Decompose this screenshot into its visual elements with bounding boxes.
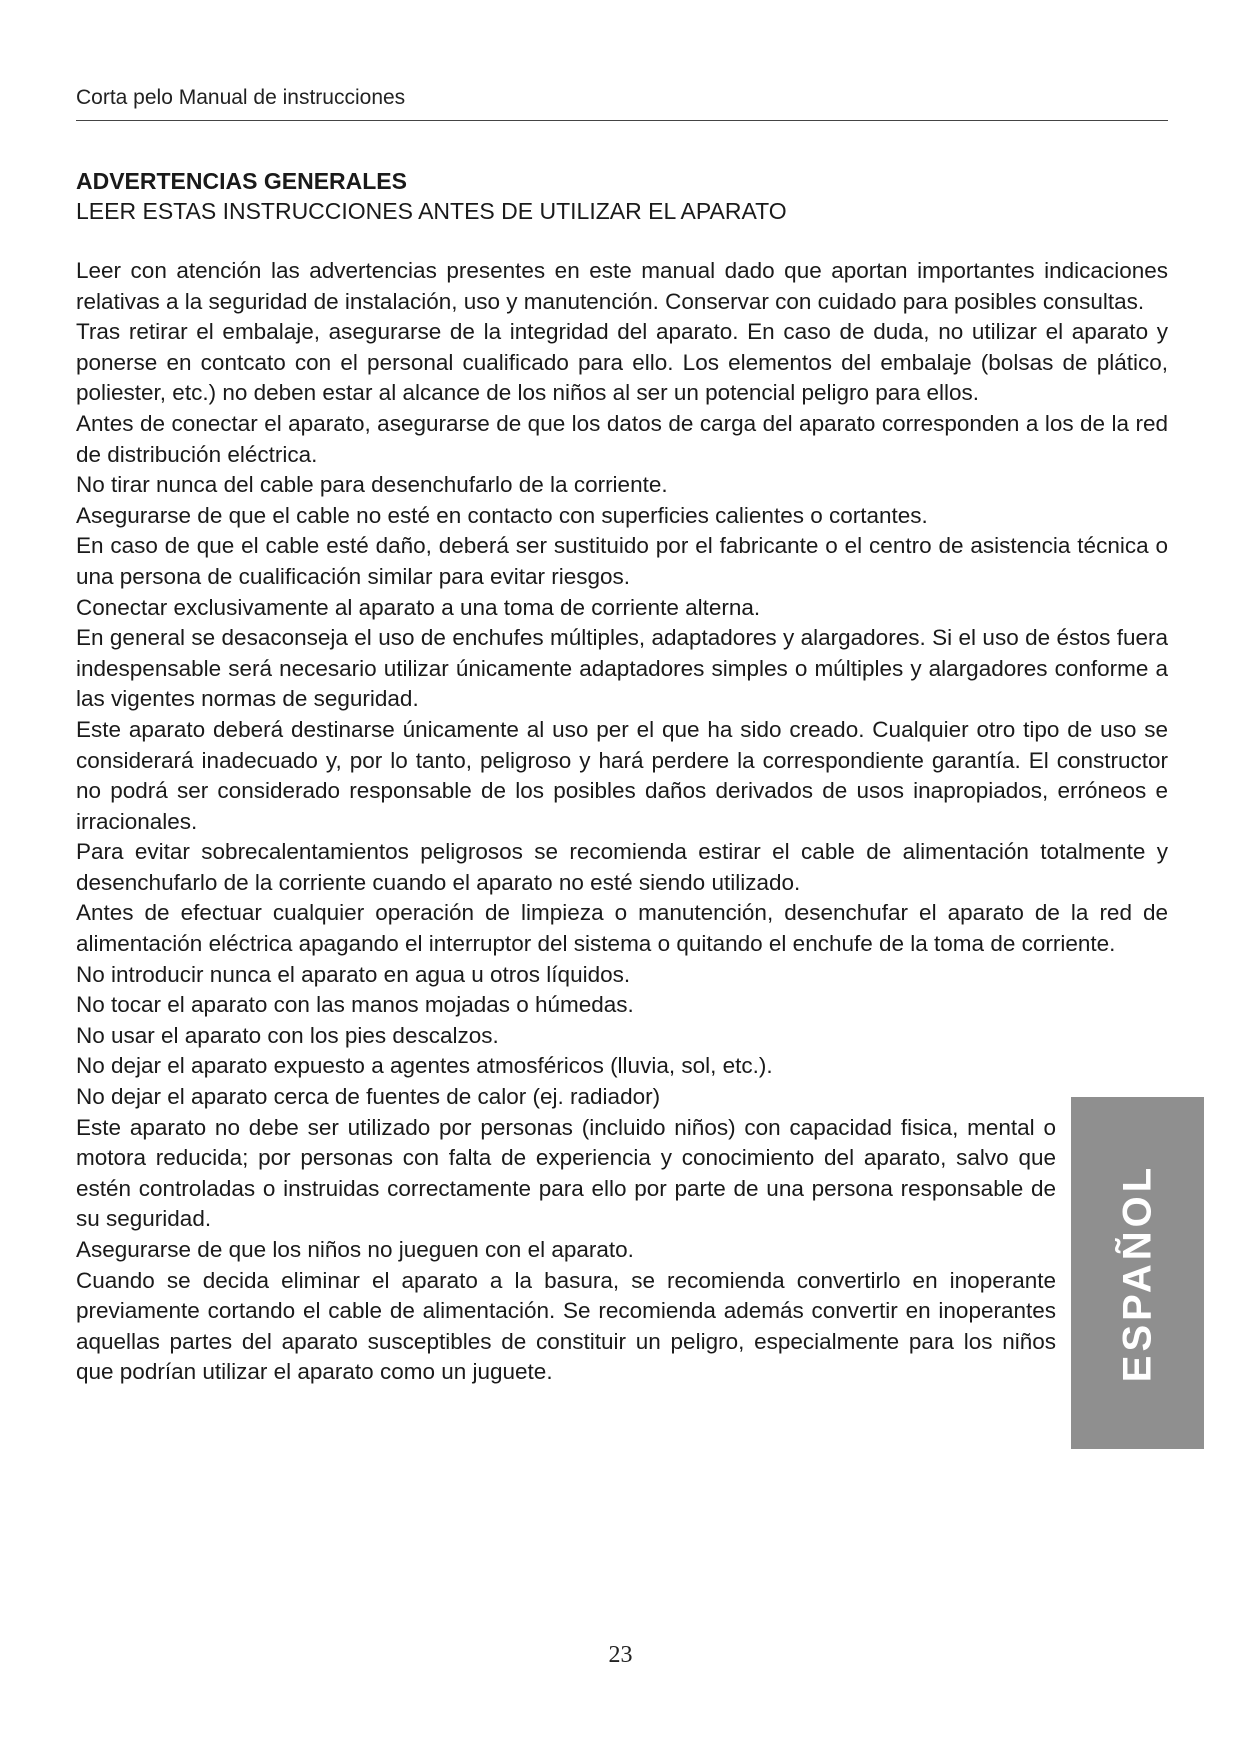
paragraph: Este aparato deberá destinarse únicamente al uso per el que ha sido creado. Cualquier otro tipo de uso se considerará inadecuado y, por lo tanto, peligroso y hará perdere la correspondiente garantía. El constructor no podrá ser considerado responsable de los posibles daños derivados de usos inapropiados, erróneos e irracionales. — [76, 716, 1168, 834]
running-header — [76, 86, 1168, 121]
paragraph: Leer con atención las advertencias presentes en este manual dado que aportan importantes indicaciones relativas a la seguridad de instalación, uso y manutención. Conservar con cuidado para posibles consultas. — [76, 258, 1168, 314]
paragraph: No usar el aparato con los pies descalzos. — [76, 1022, 499, 1048]
paragraph: Asegurarse de que el cable no esté en contacto con superficies calientes o cortantes. — [76, 502, 928, 528]
language-tab — [1071, 1097, 1204, 1449]
paragraph: No tirar nunca del cable para desenchufarlo de la corriente. — [76, 472, 668, 498]
paragraph: Asegurarse de que los niños no jueguen con el aparato. — [76, 1237, 634, 1262]
page-number: 23 — [608, 1642, 633, 1668]
paragraph: Para evitar sobrecalentamientos peligrosos se recomienda estirar el cable de alimentación totalmente y desenchufarlo de la corriente cuando el aparato no esté siendo utilizado. — [76, 839, 1168, 895]
section-title: ADVERTENCIAS GENERALES — [76, 168, 407, 194]
main-content — [76, 166, 1168, 1388]
paragraph: En caso de que el cable esté daño, deberá ser sustituido por el fabricante o el centro de asistencia técnica o una persona de cualificación similar para evitar riesgos. — [76, 533, 1168, 589]
paragraph: No dejar el aparato expuesto a agentes atmosféricos (lluvia, sol, etc.). — [76, 1053, 773, 1079]
paragraph: No tocar el aparato con las manos mojadas o húmedas. — [76, 992, 634, 1018]
paragraph: Antes de efectuar cualquier operación de limpieza o manutención, desenchufar el aparato de la red de alimentación eléctrica apagando el interruptor del sistema o quitando el enchufe de la toma de corriente. — [76, 900, 1168, 957]
language-tab-label: ESPAÑOL — [1115, 1163, 1159, 1383]
paragraph: Tras retirar el embalaje, asegurarse de la integridad del aparato. En caso de duda, no utilizar el aparato y ponerse en contcato con el personal cualificado para ello. Los elementos del embalaje (bolsas de plático, poliester, etc.) no deben estar al alcance de los niños al ser un potencial peligro para ellos. — [76, 319, 1168, 406]
paragraph: En general se desaconseja el uso de enchufes múltiples, adaptadores y alargadores. Si el uso de éstos fuera indespensable será necesario utilizar únicamente adaptadores simples o múltiples y alargadores conforme a las vigentes normas de seguridad. — [76, 625, 1168, 712]
paragraph: Conectar exclusivamente al aparato a una toma de corriente alterna. — [76, 594, 761, 620]
paragraph: Cuando se decida eliminar el aparato a la basura, se recomienda convertirlo en inoperante previamente cortando el cable de alimentación. Se recomienda además convertir en inoperantes aquellas partes del aparato susceptibles de constituir un peligro, especialmente para los niños que podrían utilizar el aparato como un juguete. — [76, 1267, 1056, 1385]
paragraph: No dejar el aparato cerca de fuentes de calor (ej. radiador) — [76, 1084, 661, 1110]
paragraph: Este aparato no debe ser utilizado por personas (incluido niños) con capacidad fisica, mental o motora reducida; por personas con falta de experiencia y conocimiento del aparato, salvo que estén controladas o instruidas correctamente para ello por parte de una persona responsable de su seguridad. — [76, 1114, 1056, 1232]
running-title: Corta pelo Manual de instrucciones — [76, 86, 406, 109]
paragraph: No introducir nunca el aparato en agua u otros líquidos. — [76, 961, 631, 987]
section-subtitle: LEER ESTAS INSTRUCCIONES ANTES DE UTILIZAR EL APARATO — [76, 198, 787, 224]
paragraph: Antes de conectar el aparato, asegurarse de que los datos de carga del aparato corresponden a los de la red de distribución eléctrica. — [76, 410, 1168, 467]
